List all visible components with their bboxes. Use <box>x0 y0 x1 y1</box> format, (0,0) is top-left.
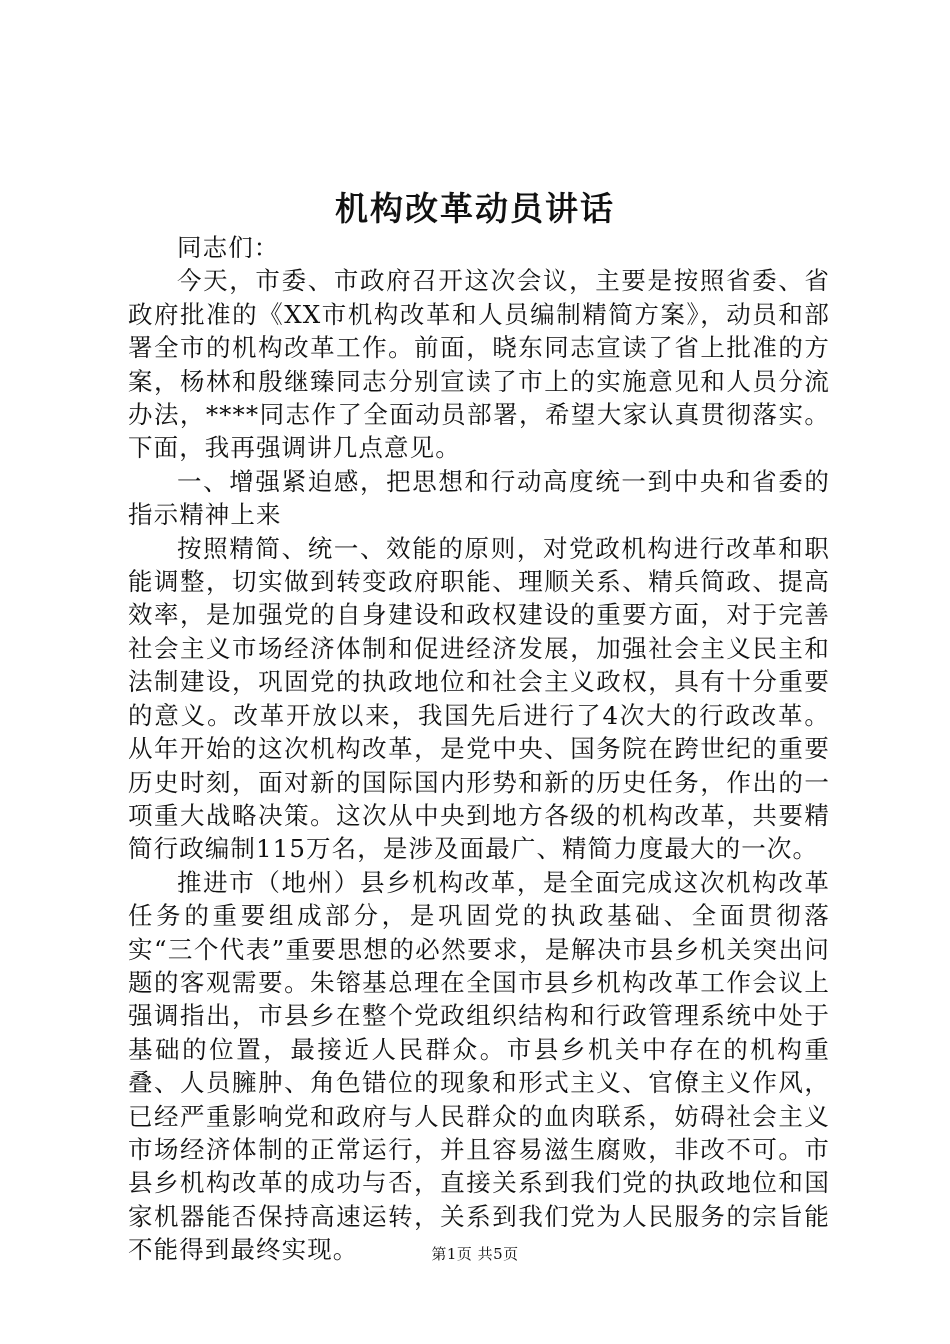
document-body <box>128 231 830 1267</box>
intro-paragraph: 今天，市委、市政府召开这次会议，主要是按照省委、省政府批准的《XX市机构改革和人员编制精简方案》，动员和部署全市的机构改革工作。前面，晓东同志宣读了省上批准的方案，杨林和殷继臻同志分别宣读了市上的实施意见和人员分流办法，****同志作了全面动员部署，希望大家认真贯彻落实。下面，我再强调讲几点意见。 <box>128 266 830 463</box>
body-paragraph: 推进市（地州）县乡机构改革，是全面完成这次机构改革任务的重要组成部分，是巩固党的执政基础、全面贯彻落实“三个代表”重要思想的必然要求，是解决市县乡机关突出问题的客观需要。朱镕基总理在全国市县乡机构改革工作会议上强调指出，市县乡在整个党政组织结构和行政管理系统中处于基础的位置，最接近人民群众。市县乡机关中存在的机构重叠、人员臃肿、角色错位的现象和形式主义、官僚主义作风，已经严重影响党和政府与人民群众的血肉联系，妨碍社会主义市场经济体制的正常运行，并且容易滋生腐败，非改不可。市县乡机构改革的成功与否，直接关系到我们党的执政地位和国家机器能否保持高速运转，关系到我们党为人民服务的宗旨能不能得到最终实现。 <box>128 867 830 1265</box>
page-number-footer: 第1页 共5页 <box>431 1245 519 1263</box>
document-title: 机构改革动员讲话 <box>335 189 615 228</box>
salutation-paragraph: 同志们： <box>177 233 280 262</box>
section-heading-1: 一、增强紧迫感，把思想和行动高度统一到中央和省委的指示精神上来 <box>128 466 830 530</box>
body-paragraph: 按照精简、统一、效能的原则，对党政机构进行改革和职能调整，切实做到转变政府职能、理顺关系、精兵简政、提高效率，是加强党的自身建设和政权建设的重要方面，对于完善社会主义市场经济体制和促进经济发展，加强社会主义民主和法制建设，巩固党的执政地位和社会主义政权，具有十分重要的意义。改革开放以来，我国先后进行了4次大的行政改革。从年开始的这次机构改革，是党中央、国务院在跨世纪的重要历史时刻，面对新的国际国内形势和新的历史任务，作出的一项重大战略决策。这次从中央到地方各级的机构改革，共要精简行政编制115万名，是涉及面最广、精简力度最大的一次。 <box>128 533 830 864</box>
